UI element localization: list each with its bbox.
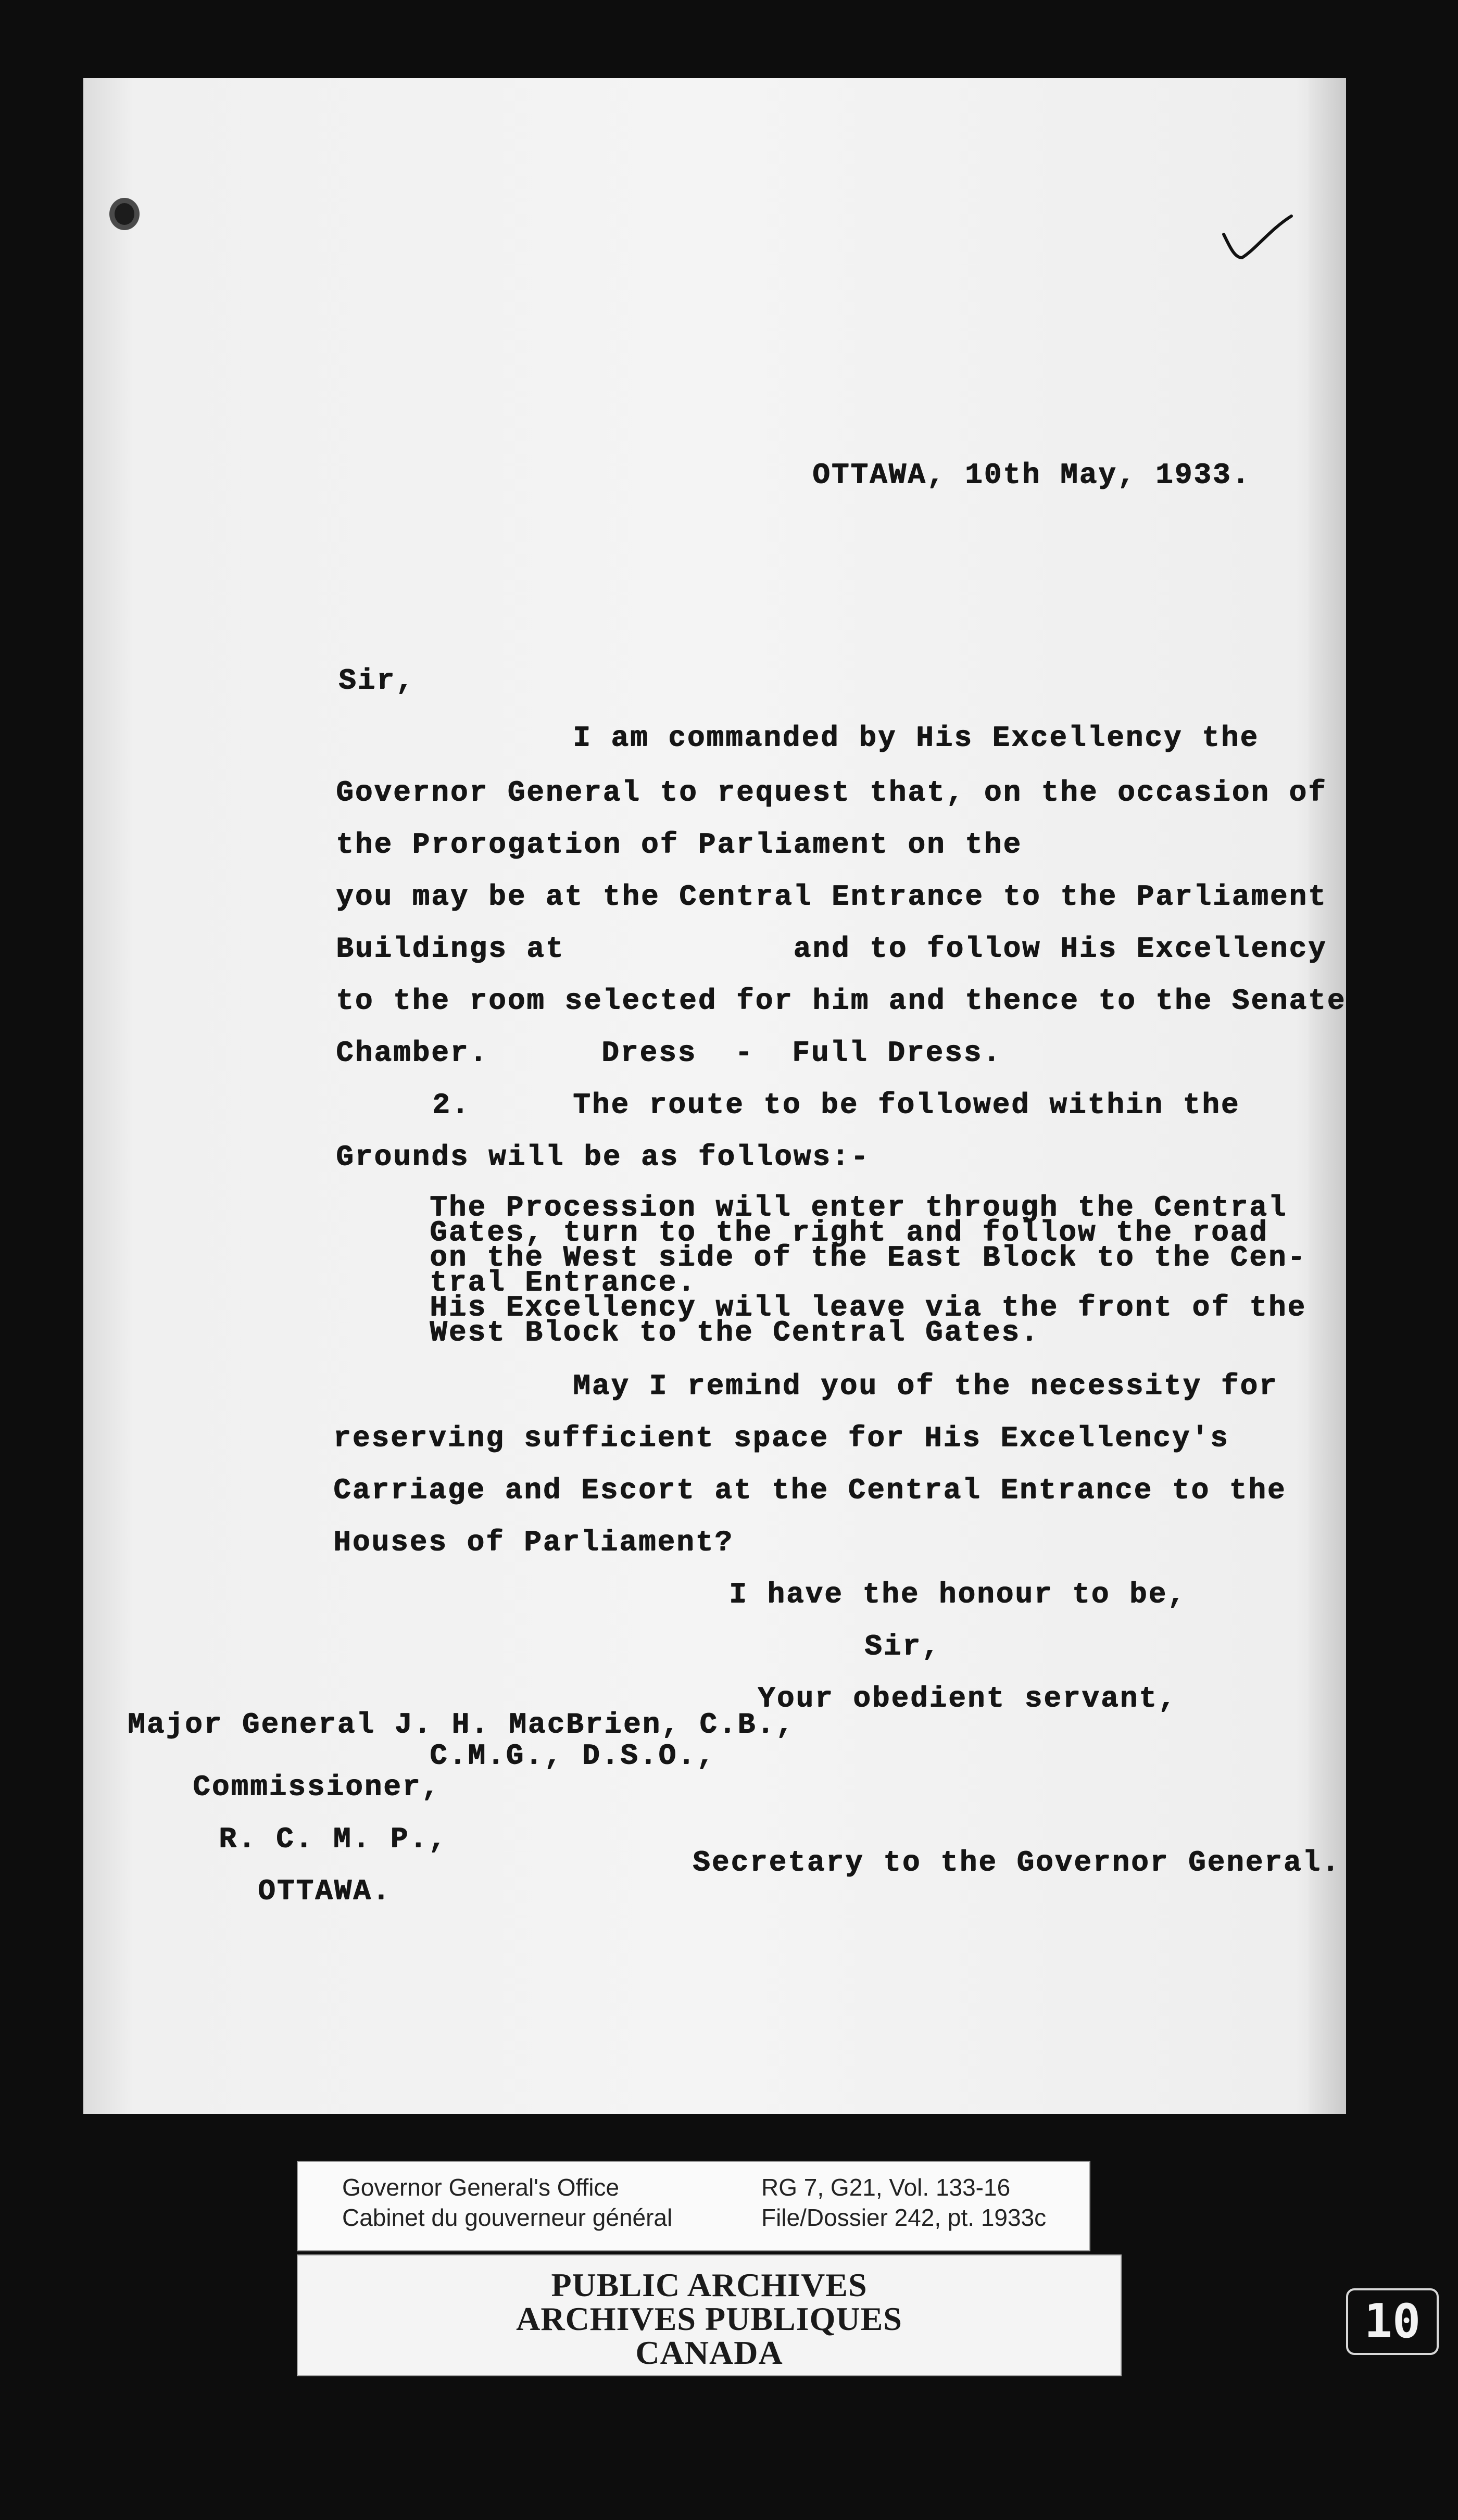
paragraph-2-number: 2. <box>432 1088 471 1122</box>
dress-line: Dress - Full Dress. <box>601 1036 1002 1069</box>
paragraph-2-line: Grounds will be as follows:- <box>336 1140 870 1174</box>
paragraph-1-line: Buildings at and to follow His Excellency <box>336 932 1327 965</box>
archive-stamp-line: PUBLIC ARCHIVES <box>551 2266 868 2303</box>
route-line: His Excellency will leave via the front of the <box>430 1291 1306 1324</box>
paragraph-3-line: Carriage and Escort at the Central Entrance to the <box>333 1473 1287 1507</box>
archive-reference-label <box>297 2161 1090 2251</box>
route-line: Gates, turn to the right and follow the road <box>430 1216 1268 1249</box>
closing-line: Your obedient servant, <box>758 1682 1177 1715</box>
paragraph-3-line: May I remind you of the necessity for <box>573 1369 1278 1403</box>
route-line: West Block to the Central Gates. <box>430 1316 1040 1349</box>
record-group-reference: RG 7, G21, Vol. 133-16 <box>761 2174 1011 2201</box>
paragraph-1-line: you may be at the Central Entrance to the Parliament <box>336 880 1327 913</box>
archive-stamp-line: CANADA <box>635 2334 783 2371</box>
addressee-line: Commissioner, <box>193 1770 441 1804</box>
paragraph-1-line: I am commanded by His Excellency the <box>573 721 1259 754</box>
paragraph-2-line: The route to be followed within the <box>573 1088 1240 1122</box>
route-line: on the West side of the East Block to the Cen- <box>430 1241 1306 1274</box>
closing-line: I have the honour to be, <box>729 1578 1187 1611</box>
salutation: Sir, <box>338 664 415 697</box>
paragraph-3-line: Houses of Parliament? <box>333 1526 734 1559</box>
route-line: tral Entrance. <box>430 1266 697 1299</box>
handwritten-check-mark <box>1213 208 1297 266</box>
paragraph-3-line: reserving sufficient space for His Excellency's <box>333 1421 1229 1455</box>
signature-title: Secretary to the Governor General. <box>693 1846 1341 1879</box>
office-english: Governor General's Office <box>342 2174 620 2201</box>
addressee-line: Major General J. H. MacBrien, C.B., <box>128 1708 795 1741</box>
addressee-line: C.M.G., D.S.O., <box>430 1739 716 1772</box>
file-reference: File/Dossier 242, pt. 1933c <box>761 2204 1047 2231</box>
addressee-line: OTTAWA. <box>258 1874 392 1908</box>
archive-stamp-panel <box>297 2254 1122 2376</box>
route-line: The Procession will enter through the Central <box>430 1191 1288 1224</box>
closing-line: Sir, <box>864 1630 941 1663</box>
addressee-line: R. C. M. P., <box>219 1822 448 1856</box>
page-edge <box>1309 78 1346 2114</box>
office-french: Cabinet du gouverneur général <box>342 2204 673 2231</box>
paragraph-1-line: to the room selected for him and thence to the Senate <box>336 984 1347 1017</box>
chamber-word: Chamber. <box>336 1036 488 1069</box>
frame-number: 10 <box>1346 2288 1439 2355</box>
archive-stamp-line: ARCHIVES PUBLIQUES <box>516 2300 902 2337</box>
date-line: OTTAWA, 10th May, 1933. <box>812 458 1251 492</box>
paragraph-1-line: Governor General to request that, on the occasion of <box>336 776 1327 809</box>
punch-hole <box>109 198 140 230</box>
paragraph-1-line: the Prorogation of Parliament on the <box>336 828 1022 861</box>
